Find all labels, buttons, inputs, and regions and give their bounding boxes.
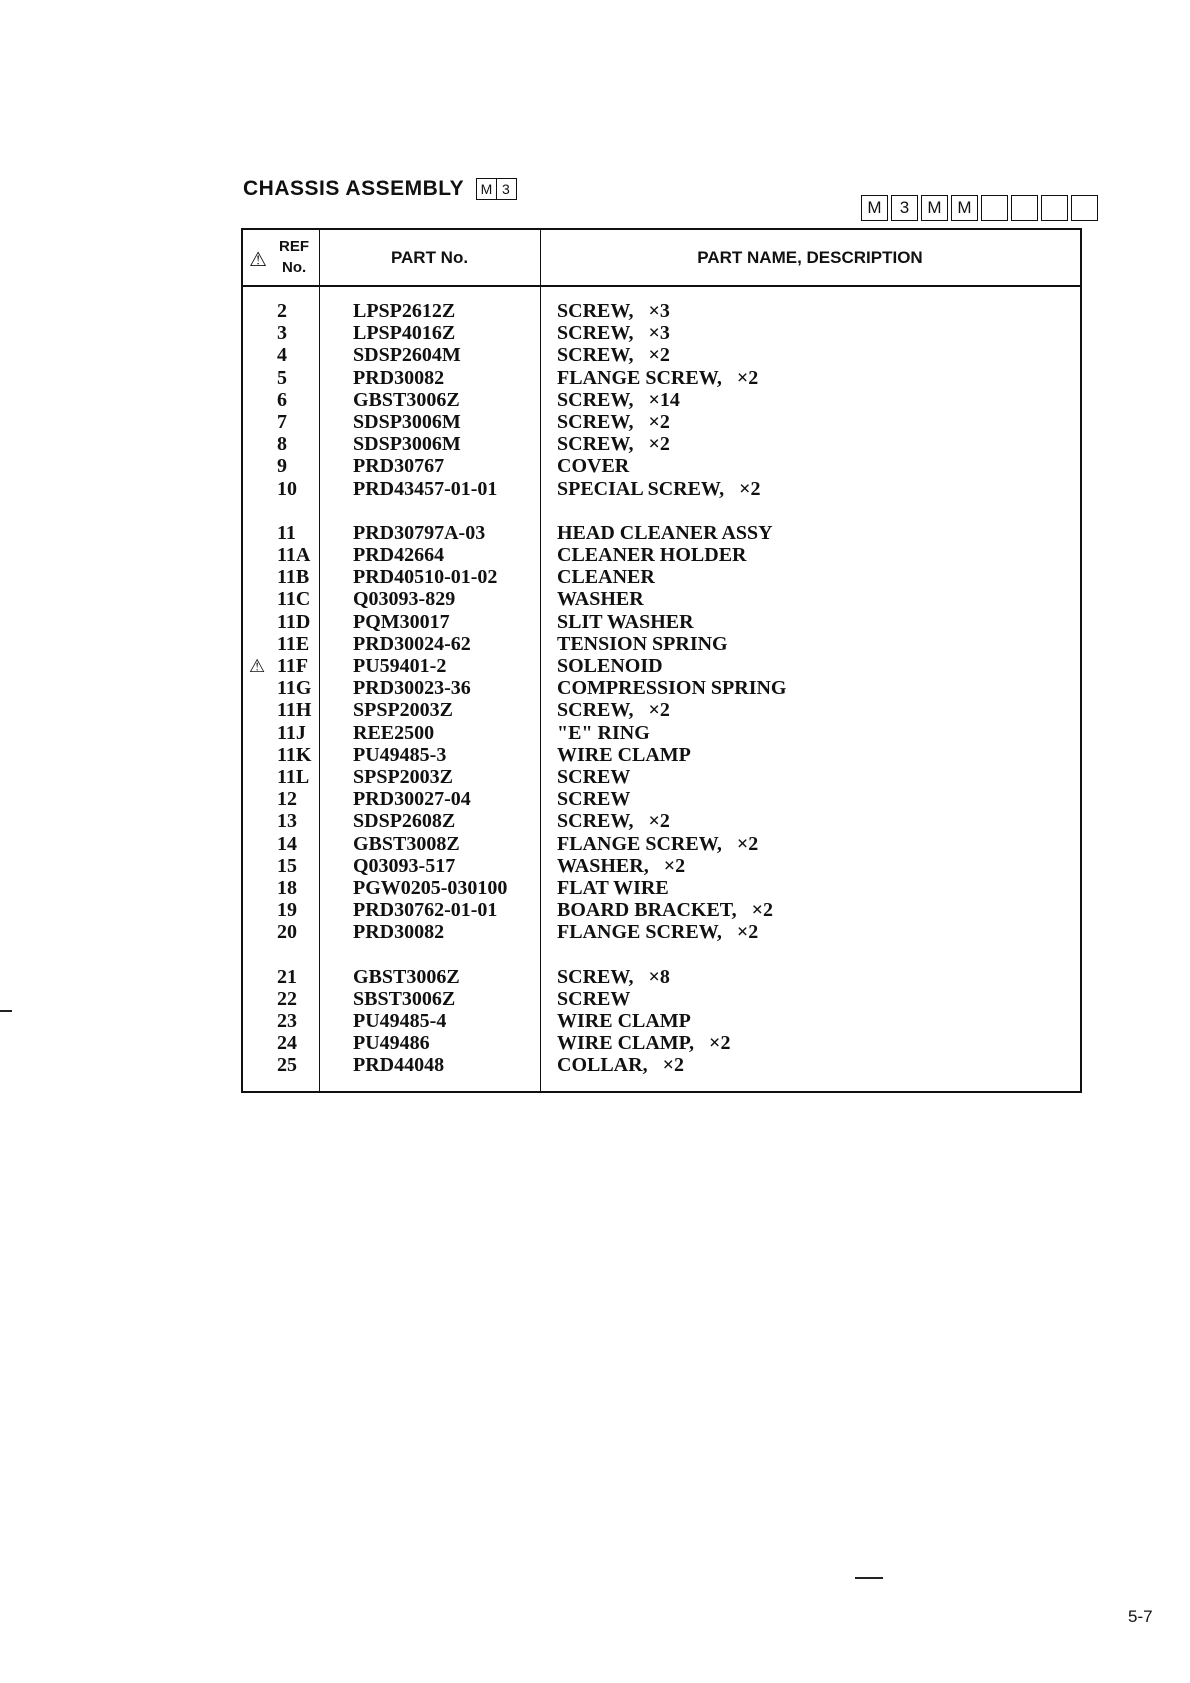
model-code-box: M bbox=[861, 195, 888, 221]
description-cell: SCREW bbox=[557, 788, 631, 811]
table-body bbox=[243, 300, 1080, 1077]
part-number-cell: PRD30762-01-01 bbox=[353, 899, 498, 922]
part-number-cell: LPSP4016Z bbox=[353, 322, 456, 345]
ref-number: 8 bbox=[277, 433, 287, 456]
page-title bbox=[243, 177, 515, 201]
table-row bbox=[243, 455, 1080, 477]
ref-number: 7 bbox=[277, 410, 287, 433]
part-number-cell: SDSP2608Z bbox=[353, 810, 456, 833]
description-cell: WIRE CLAMP bbox=[557, 743, 691, 766]
description-cell: WIRE CLAMP bbox=[557, 1010, 691, 1032]
part-number-cell: PRD30797A-03 bbox=[353, 521, 486, 544]
edge-mark bbox=[855, 1577, 883, 1579]
header-ref bbox=[243, 230, 319, 285]
description-cell: FLANGE SCREW, ×2 bbox=[557, 921, 759, 944]
header-part-no: PART No. bbox=[390, 248, 469, 267]
ref-cell bbox=[277, 766, 317, 788]
part-number-cell: PRD30767 bbox=[353, 455, 445, 478]
model-code-box bbox=[1071, 195, 1098, 221]
ref-cell bbox=[277, 588, 317, 610]
table-row bbox=[243, 677, 1080, 699]
ref-cell bbox=[277, 921, 317, 943]
ref-number: 15 bbox=[277, 854, 297, 877]
part-number-cell: REE2500 bbox=[353, 721, 435, 744]
part-number-cell: PRD44048 bbox=[353, 1054, 445, 1077]
title-code-boxes bbox=[476, 178, 515, 200]
ref-number: 24 bbox=[277, 1032, 297, 1055]
ref-number: 20 bbox=[277, 921, 297, 944]
part-number-cell: PRD30082 bbox=[353, 921, 445, 944]
ref-cell bbox=[277, 322, 317, 344]
ref-cell bbox=[277, 1054, 317, 1076]
table-row bbox=[243, 899, 1080, 921]
description-cell: WASHER, ×2 bbox=[557, 854, 686, 877]
ref-number: 11C bbox=[277, 588, 311, 611]
ref-cell bbox=[277, 433, 317, 455]
table-row bbox=[243, 810, 1080, 832]
ref-cell bbox=[249, 655, 317, 677]
ref-number: 10 bbox=[277, 477, 297, 500]
table-row bbox=[243, 1010, 1080, 1032]
table-row bbox=[243, 833, 1080, 855]
table-row bbox=[243, 433, 1080, 455]
table-row bbox=[243, 522, 1080, 544]
ref-cell bbox=[277, 389, 317, 411]
description-cell: SCREW, ×3 bbox=[557, 322, 670, 345]
part-number-cell: PU49485-3 bbox=[353, 743, 447, 766]
description-cell: SCREW, ×2 bbox=[557, 410, 670, 433]
part-number-cell: GBST3006Z bbox=[353, 388, 460, 411]
ref-cell bbox=[277, 677, 317, 699]
description-cell: SPECIAL SCREW, ×2 bbox=[557, 477, 761, 500]
parts-table bbox=[241, 228, 1082, 1093]
ref-cell bbox=[277, 344, 317, 366]
table-row bbox=[243, 699, 1080, 721]
table-row bbox=[243, 766, 1080, 788]
part-number-cell: PRD40510-01-02 bbox=[353, 566, 498, 589]
ref-number: 11E bbox=[277, 632, 310, 655]
part-number-cell: SDSP3006M bbox=[353, 433, 461, 456]
description-cell: FLAT WIRE bbox=[557, 876, 669, 899]
title-text: CHASSIS ASSEMBLY bbox=[243, 177, 465, 200]
table-row bbox=[243, 411, 1080, 433]
ref-number: 22 bbox=[277, 987, 297, 1010]
part-number-cell: PU49486 bbox=[353, 1032, 430, 1055]
table-row bbox=[243, 300, 1080, 322]
ref-cell bbox=[277, 522, 317, 544]
table-row bbox=[243, 788, 1080, 810]
description-cell: SCREW, ×2 bbox=[557, 433, 670, 456]
ref-cell bbox=[277, 988, 317, 1010]
ref-number: 11 bbox=[277, 521, 296, 544]
ref-number: 11G bbox=[277, 677, 312, 700]
description-cell: SOLENOID bbox=[557, 655, 663, 677]
ref-number: 11J bbox=[277, 721, 306, 744]
table-row bbox=[243, 588, 1080, 610]
part-number-cell: Q03093-829 bbox=[353, 588, 456, 611]
ref-number: 11K bbox=[277, 743, 312, 766]
table-row bbox=[243, 1032, 1080, 1054]
table-row bbox=[243, 344, 1080, 366]
ref-cell bbox=[277, 744, 317, 766]
ref-cell bbox=[277, 833, 317, 855]
code-box: 3 bbox=[496, 178, 517, 200]
ref-number: 19 bbox=[277, 899, 297, 922]
part-number-cell: GBST3006Z bbox=[353, 965, 460, 988]
description-cell: WIRE CLAMP, ×2 bbox=[557, 1032, 731, 1055]
model-code-boxes bbox=[861, 195, 1101, 221]
code-box: M bbox=[476, 178, 497, 200]
ref-number: 21 bbox=[277, 965, 297, 988]
ref-number: 11D bbox=[277, 610, 311, 633]
ref-number: 6 bbox=[277, 388, 287, 411]
description-cell: SCREW, ×2 bbox=[557, 810, 670, 833]
ref-number: 11L bbox=[277, 765, 310, 788]
ref-number: 4 bbox=[277, 344, 287, 367]
model-code-box: M bbox=[921, 195, 948, 221]
part-number-cell: LPSP2612Z bbox=[353, 300, 456, 322]
header-description: PART NAME, DESCRIPTION bbox=[697, 248, 923, 267]
ref-cell bbox=[277, 544, 317, 566]
page-number: 5-7 bbox=[1128, 1607, 1153, 1626]
table-row bbox=[243, 322, 1080, 344]
ref-cell bbox=[277, 1010, 317, 1032]
ref-cell bbox=[277, 300, 317, 322]
description-cell: SLIT WASHER bbox=[557, 610, 694, 633]
description-cell: FLANGE SCREW, ×2 bbox=[557, 366, 759, 389]
ref-cell bbox=[277, 877, 317, 899]
table-row bbox=[243, 566, 1080, 588]
table-row bbox=[243, 1054, 1080, 1076]
description-cell: BOARD BRACKET, ×2 bbox=[557, 899, 774, 922]
model-code-box: 3 bbox=[891, 195, 918, 221]
description-cell: CLEANER HOLDER bbox=[557, 544, 747, 567]
header-ref-line2: No. bbox=[282, 259, 307, 276]
table-header bbox=[243, 230, 1080, 287]
model-code-box: M bbox=[951, 195, 978, 221]
table-row bbox=[243, 988, 1080, 1010]
description-cell: SCREW bbox=[557, 765, 631, 788]
ref-cell bbox=[277, 633, 317, 655]
ref-number: 23 bbox=[277, 1010, 297, 1032]
ref-cell bbox=[277, 722, 317, 744]
table-row bbox=[243, 389, 1080, 411]
ref-cell bbox=[277, 611, 317, 633]
part-number-cell: PQM30017 bbox=[353, 610, 450, 633]
ref-number: 25 bbox=[277, 1054, 297, 1077]
table-row bbox=[243, 966, 1080, 988]
part-number-cell: PGW0205-030100 bbox=[353, 876, 508, 899]
edge-mark bbox=[0, 1010, 12, 1012]
description-cell: HEAD CLEANER ASSY bbox=[557, 521, 773, 544]
table-row bbox=[243, 544, 1080, 566]
part-number-cell: SDSP2604M bbox=[353, 344, 461, 367]
part-number-cell: PRD42664 bbox=[353, 544, 445, 567]
model-code-box bbox=[981, 195, 1008, 221]
ref-cell bbox=[277, 966, 317, 988]
ref-cell bbox=[277, 566, 317, 588]
table-row bbox=[243, 633, 1080, 655]
warning-icon: ⚠ bbox=[249, 656, 266, 676]
part-number-cell: SBST3006Z bbox=[353, 987, 456, 1010]
ref-number: 2 bbox=[277, 300, 287, 322]
description-cell: FLANGE SCREW, ×2 bbox=[557, 832, 759, 855]
description-cell: SCREW bbox=[557, 987, 631, 1010]
part-number-cell: PRD30023-36 bbox=[353, 677, 471, 700]
part-number-cell: SDSP3006M bbox=[353, 410, 461, 433]
description-cell: "E" RING bbox=[557, 721, 650, 744]
description-cell: COLLAR, ×2 bbox=[557, 1054, 684, 1077]
model-code-box bbox=[1011, 195, 1038, 221]
ref-cell bbox=[277, 455, 317, 477]
ref-number: 11A bbox=[277, 544, 311, 567]
ref-number: 11B bbox=[277, 566, 310, 589]
description-cell: SCREW, ×8 bbox=[557, 965, 670, 988]
header-ref-line1: REF bbox=[279, 238, 309, 255]
table-row bbox=[243, 921, 1080, 943]
part-number-cell: SPSP2003Z bbox=[353, 699, 454, 722]
part-number-cell: GBST3008Z bbox=[353, 832, 460, 855]
ref-cell bbox=[277, 367, 317, 389]
description-cell: SCREW, ×2 bbox=[557, 344, 670, 367]
table-row bbox=[243, 611, 1080, 633]
warning-icon: ⚠ bbox=[249, 249, 267, 271]
description-cell: SCREW, ×2 bbox=[557, 699, 670, 722]
ref-number: 11F bbox=[277, 655, 309, 677]
ref-number: 12 bbox=[277, 788, 297, 811]
table-row bbox=[243, 478, 1080, 500]
ref-cell bbox=[277, 478, 317, 500]
ref-number: 9 bbox=[277, 455, 287, 478]
ref-cell bbox=[277, 788, 317, 810]
ref-number: 3 bbox=[277, 322, 287, 345]
table-row bbox=[243, 367, 1080, 389]
part-number-cell: PU59401-2 bbox=[353, 655, 447, 677]
ref-number: 11H bbox=[277, 699, 312, 722]
part-number-cell: PU49485-4 bbox=[353, 1010, 447, 1032]
ref-cell bbox=[277, 699, 317, 721]
ref-number: 5 bbox=[277, 366, 287, 389]
table-row bbox=[243, 744, 1080, 766]
description-cell: COMPRESSION SPRING bbox=[557, 677, 787, 700]
ref-number: 14 bbox=[277, 832, 297, 855]
part-number-cell: Q03093-517 bbox=[353, 854, 456, 877]
description-cell: WASHER bbox=[557, 588, 644, 611]
description-cell: SCREW, ×14 bbox=[557, 388, 680, 411]
ref-cell bbox=[277, 1032, 317, 1054]
ref-number: 13 bbox=[277, 810, 297, 833]
table-row bbox=[243, 877, 1080, 899]
description-cell: CLEANER bbox=[557, 566, 655, 589]
ref-cell bbox=[277, 855, 317, 877]
description-cell: COVER bbox=[557, 455, 630, 478]
part-number-cell: PRD30082 bbox=[353, 366, 445, 389]
model-code-box bbox=[1041, 195, 1068, 221]
ref-cell bbox=[277, 899, 317, 921]
ref-cell bbox=[277, 411, 317, 433]
table-row bbox=[243, 655, 1080, 677]
description-cell: TENSION SPRING bbox=[557, 632, 728, 655]
part-number-cell: PRD43457-01-01 bbox=[353, 477, 498, 500]
table-row bbox=[243, 722, 1080, 744]
part-number-cell: PRD30024-62 bbox=[353, 632, 471, 655]
table-row bbox=[243, 855, 1080, 877]
ref-number: 18 bbox=[277, 876, 297, 899]
part-number-cell: PRD30027-04 bbox=[353, 788, 471, 811]
part-number-cell: SPSP2003Z bbox=[353, 765, 454, 788]
ref-cell bbox=[277, 810, 317, 832]
description-cell: SCREW, ×3 bbox=[557, 300, 670, 322]
